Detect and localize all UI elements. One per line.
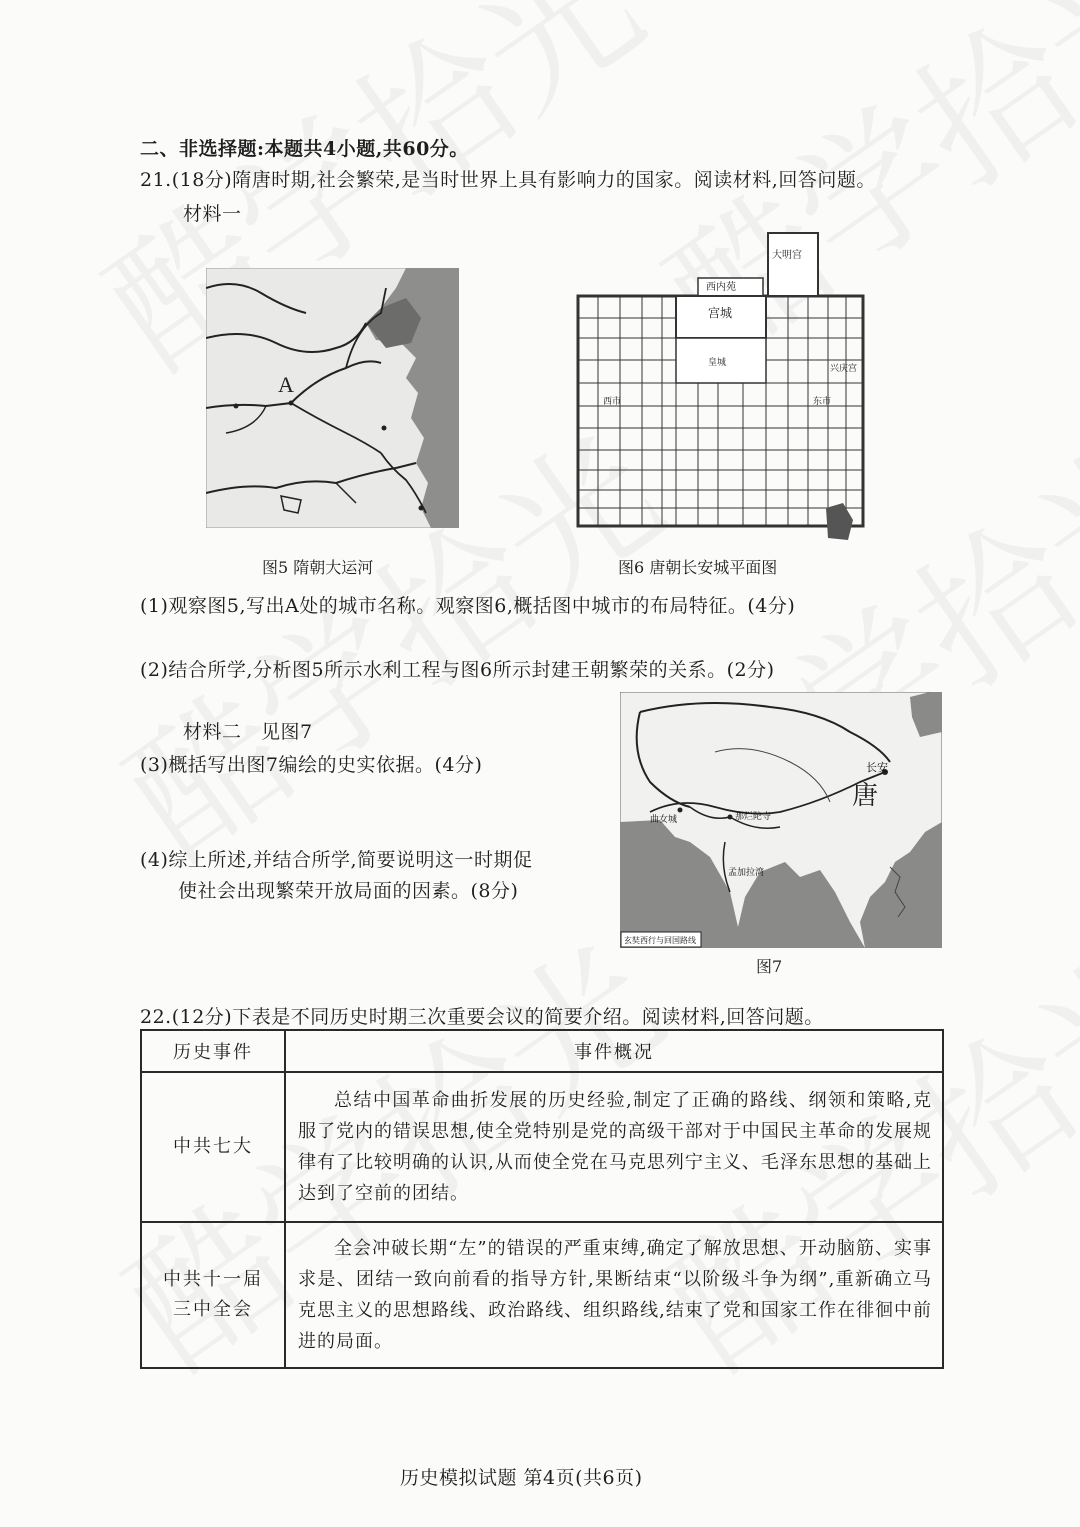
- q21-sub1: (1)观察图5,写出A处的城市名称。观察图6,概括图中城市的布局特征。(4分): [140, 595, 796, 617]
- page-footer: 历史模拟试题 第4页(共6页): [400, 1467, 643, 1489]
- fig7-label: 唐: [852, 781, 879, 811]
- summary-cell: 全会冲破长期“左”的错误的严重束缚,确定了解放思想、开动脑筋、实事求是、团结一致向前看的指导方针,果断结束“以阶级斗争为纲”,重新确立马克思主义的思想路线、政治路线、组织路线,结束了党和国家工作在徘徊中前进的局面。: [285, 1222, 943, 1368]
- q21-sub4-line1: (4)综上所述,并结合所学,简要说明这一时期促: [140, 849, 533, 871]
- fig6-label: 西市: [603, 397, 622, 407]
- grand-canal-map: [206, 268, 459, 528]
- material1-label: 材料一: [183, 203, 242, 225]
- fig6-label: 大明宫: [772, 250, 802, 261]
- event-line: 三中全会: [173, 1299, 253, 1320]
- table-header-row: [141, 1030, 943, 1072]
- city-dot: [728, 815, 733, 820]
- xuanzang-route-map: [620, 692, 942, 948]
- event-line: 中共十一届: [163, 1269, 263, 1290]
- q21-sub3: (3)概括写出图7编绘的史实依据。(4分): [140, 754, 483, 776]
- fig6-caption: 图6 唐朝长安城平面图: [618, 558, 778, 577]
- city-dot-a: [289, 401, 294, 406]
- fig6-label: 西内苑: [706, 282, 736, 293]
- table-row: [141, 1222, 943, 1368]
- fig7-label: 曲女城: [650, 815, 678, 825]
- fig7-legend-label: 玄奘西行与回国路线: [624, 936, 696, 945]
- table-row: [141, 1072, 943, 1222]
- changan-city-map: [558, 208, 868, 542]
- qujiang-pond-shape: [826, 503, 853, 540]
- city-dot: [234, 404, 239, 409]
- header-event: 历史事件: [141, 1030, 285, 1072]
- marker-a-label: A: [278, 372, 294, 397]
- daming-palace-shape: [768, 233, 818, 296]
- fig7-label: 孟加拉湾: [728, 868, 765, 878]
- fig7-label: 那烂陀寺: [735, 812, 772, 822]
- section-header: 二、非选择题:本题共4小题,共60分。: [140, 138, 469, 160]
- q21-sub4-line2: 使社会出现繁荣开放局面的因素。(8分): [178, 880, 519, 902]
- fig7-label: 长安: [866, 761, 888, 774]
- fig5-caption: 图5 隋朝大运河: [262, 558, 374, 577]
- material2-label: 材料二 见图7: [183, 721, 313, 743]
- meetings-table: [140, 1029, 944, 1369]
- q21-sub2: (2)结合所学,分析图5所示水利工程与图6所示封建王朝繁荣的关系。(2分): [140, 659, 775, 681]
- fig7-caption: 图7: [756, 957, 783, 976]
- summary-cell: 总结中国革命曲折发展的历史经验,制定了正确的路线、纲领和策略,克服了党内的错误思想,使全党特别是党的高级干部对于中国民主革命的发展规律有了比较明确的认识,从而使全党在马克思列宁主义、毛泽东思想的基础上达到了空前的团结。: [285, 1072, 943, 1222]
- q21-stem: 21.(18分)隋唐时期,社会繁荣,是当时世界上具有影响力的国家。阅读材料,回答问题。: [140, 169, 876, 191]
- city-dot: [382, 426, 387, 431]
- q22-stem: 22.(12分)下表是不同历史时期三次重要会议的简要介绍。阅读材料,回答问题。: [140, 1006, 824, 1028]
- header-summary: 事件概况: [285, 1030, 943, 1072]
- city-dot: [419, 506, 424, 511]
- fig6-label: 兴庆宫: [830, 364, 858, 374]
- city-dot: [678, 808, 683, 813]
- event-cell: [141, 1222, 285, 1368]
- event-cell: 中共七大: [141, 1072, 285, 1222]
- fig6-label: 东市: [813, 397, 832, 407]
- fig6-label: 皇城: [708, 358, 727, 368]
- fig6-label: 宫城: [708, 306, 733, 320]
